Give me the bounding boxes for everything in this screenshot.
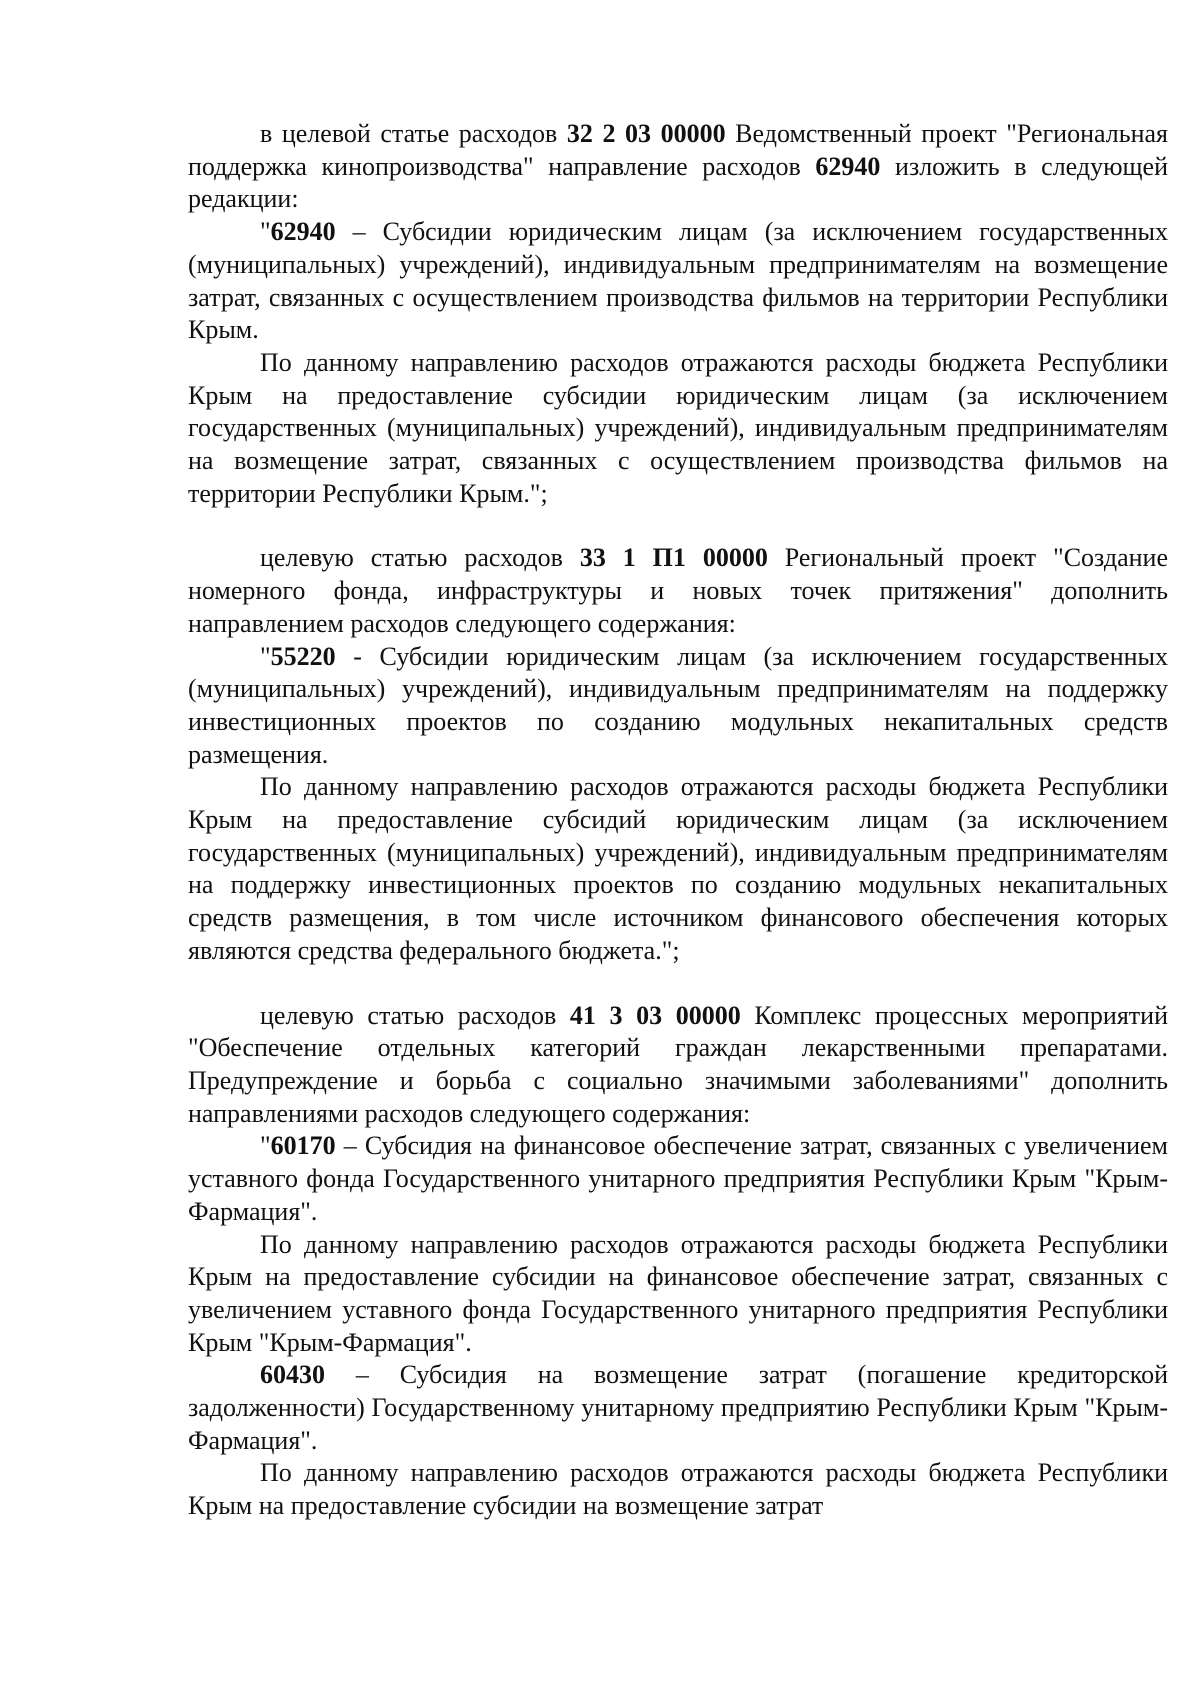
direction-definition xyxy=(188,641,1168,772)
expense-direction-code: 62940 xyxy=(815,151,881,181)
direction-code: 60430 xyxy=(260,1360,325,1390)
direction-definition xyxy=(188,216,1168,347)
direction-text: – Субсидия на финансовое обеспечение затрат, связанных с увеличением уставного фонда Государственного унитарного предприятия Республики Крым "Крым-Фармация". xyxy=(188,1131,1168,1226)
intro-prefix: в целевой статье расходов xyxy=(260,119,567,148)
quote-open: " xyxy=(260,217,271,247)
intro-suffix: Комплекс процессных мероприятий "Обеспечение отдельных категорий граждан лекарственными препаратами. Предупреждение и борьба с социально значимыми заболеваниями" дополнить направлениями расходов следующего содержания: xyxy=(188,1000,1168,1128)
intro-mid: Ведомственный проект "Региональная поддержка кинопроизводства" направление расходов xyxy=(188,119,1169,181)
target-article-code: 33 1 П1 00000 xyxy=(579,543,768,573)
direction-definition-2 xyxy=(188,1359,1168,1457)
intro-suffix: Региональный проект "Создание номерного фонда, инфраструктуры и новых точек притяжения" дополнить направлением расходов следующего содержания: xyxy=(188,543,1168,638)
section-intro xyxy=(188,118,1168,216)
direction-code: 55220 xyxy=(270,641,336,671)
direction-explanation-2: По данному направлению расходов отражаются расходы бюджета Республики Крым на предоставление субсидии на возмещение затрат xyxy=(188,1458,1168,1521)
direction-text: - Субсидии юридическим лицам (за исключением государственных (муниципальных) учреждений), индивидуальным предпринимателям на поддержку инвестиционных проектов по созданию модульных некапитальных средств размещения. xyxy=(188,641,1168,769)
quote-open: " xyxy=(260,1131,271,1161)
section-intro xyxy=(188,542,1168,640)
direction-code: 60170 xyxy=(270,1131,336,1161)
direction-code: 62940 xyxy=(270,217,336,247)
target-article-code: 41 3 03 00000 xyxy=(569,1000,741,1030)
intro-prefix: целевую статью расходов xyxy=(260,1000,570,1030)
intro-suffix: изложить в следующей редакции: xyxy=(188,151,1168,214)
intro-prefix: целевую статью расходов xyxy=(260,543,580,573)
document-page xyxy=(188,118,1168,1555)
section-intro xyxy=(188,1000,1168,1131)
direction-text: – Субсидия на возмещение затрат (погашение кредиторской задолженности) Государственному унитарному предприятию Республики Крым "Крым-Фармация". xyxy=(188,1360,1168,1455)
section-41-3-03 xyxy=(188,1000,1168,1523)
direction-explanation: По данному направлению расходов отражаются расходы бюджета Республики Крым на предоставление субсидии юридическим лицам (за исключением государственных (муниципальных) учреждений), индивидуальным предпринимателям на возмещение затрат, связанных с осуществлением производства фильмов на территории Республики Крым."; xyxy=(188,347,1168,508)
direction-definition xyxy=(188,1130,1168,1228)
section-33-1-p1 xyxy=(188,542,1168,967)
section-32-2-03 xyxy=(188,118,1168,510)
direction-explanation: По данному направлению расходов отражаются расходы бюджета Республики Крым на предоставление субсидии на финансовое обеспечение затрат, связанных с увеличением уставного фонда Государственного унитарного предприятия Республики Крым "Крым-Фармация". xyxy=(188,1229,1168,1357)
quote-open: " xyxy=(260,641,271,671)
target-article-code: 32 2 03 00000 xyxy=(566,119,726,148)
direction-explanation: По данному направлению расходов отражаются расходы бюджета Республики Крым на предоставление субсидий юридическим лицам (за исключением государственных (муниципальных) учреждений), индивидуальным предпринимателям на поддержку инвестиционных проектов по созданию модульных некапитальных средств размещения, в том числе источником финансового обеспечения которых являются средства федерального бюджета."; xyxy=(188,772,1168,965)
direction-text: – Субсидии юридическим лицам (за исключением государственных (муниципальных) учреждений), индивидуальным предпринимателям на возмещение затрат, связанных с осуществлением производства фильмов на территории Республики Крым. xyxy=(188,217,1168,345)
